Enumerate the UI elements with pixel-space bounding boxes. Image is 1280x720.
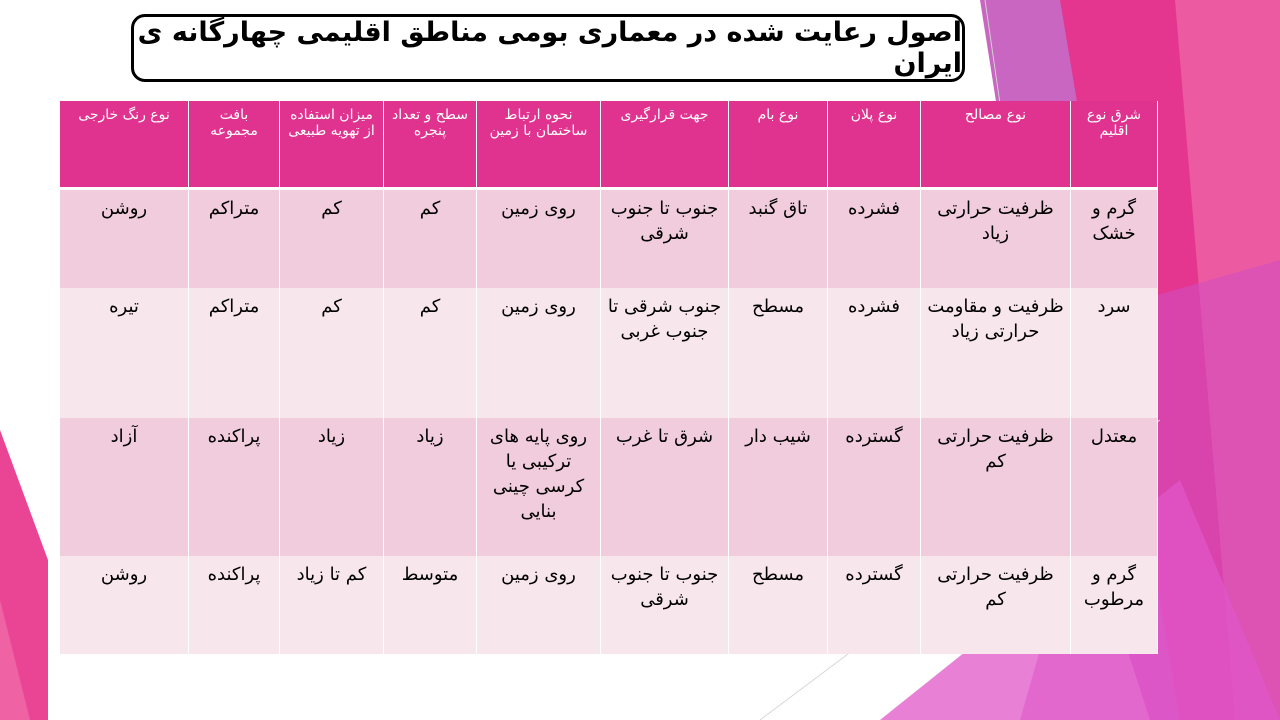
header-ground-relation: نحوه ارتباط ساختمان با زمین — [477, 101, 601, 188]
header-orientation: جهت قرارگیری — [601, 101, 729, 188]
table-cell: فشرده — [828, 288, 921, 418]
table-cell: ظرفیت حرارتی کم — [921, 556, 1071, 654]
header-roof: نوع بام — [729, 101, 828, 188]
header-climate: شرق نوع اقلیم — [1071, 101, 1158, 188]
table-cell: متراکم — [189, 288, 280, 418]
table-cell: کم — [280, 288, 384, 418]
table-cell: گسترده — [828, 418, 921, 556]
table-cell: روی زمین — [477, 188, 601, 288]
table-row — [60, 556, 1158, 654]
table-cell: فشرده — [828, 188, 921, 288]
table-cell: تاق گنبد — [729, 188, 828, 288]
table-cell: گسترده — [828, 556, 921, 654]
table-cell: ظرفیت حرارتی کم — [921, 418, 1071, 556]
table-cell: کم — [280, 188, 384, 288]
header-ventilation: میزان استفاده از تهویه طبیعی — [280, 101, 384, 188]
table-cell: روشن — [60, 556, 189, 654]
table-cell: پراکنده — [189, 556, 280, 654]
table-cell: مسطح — [729, 556, 828, 654]
header-materials: نوع مصالح — [921, 101, 1071, 188]
table-cell: جنوب تا جنوب شرقی — [601, 556, 729, 654]
header-color: نوع رنگ خارجی — [60, 101, 189, 188]
page-title: اصول رعایت شده در معماری بومی مناطق اقلیمی چهارگانه ی ایران — [137, 17, 962, 79]
table-cell: روی زمین — [477, 288, 601, 418]
table-cell: زیاد — [384, 418, 477, 556]
table-row — [60, 418, 1158, 556]
table-cell: شرق تا غرب — [601, 418, 729, 556]
header-texture: بافت مجموعه — [189, 101, 280, 188]
table-cell: ظرفیت حرارتی زیاد — [921, 188, 1071, 288]
table-cell: گرم و خشک — [1071, 188, 1158, 288]
table-cell: متوسط — [384, 556, 477, 654]
table-cell: روی پایه های ترکیبی یا کرسی چینی بنایی — [477, 418, 601, 556]
table-cell: متراکم — [189, 188, 280, 288]
table-cell: کم — [384, 188, 477, 288]
climate-table — [59, 101, 1158, 654]
title-box — [131, 14, 965, 82]
header-windows: سطح و تعداد پنجره — [384, 101, 477, 188]
table-cell: ظرفیت و مقاومت حرارتی زیاد — [921, 288, 1071, 418]
table-cell: جنوب شرقی تا جنوب غربی — [601, 288, 729, 418]
table-cell: کم — [384, 288, 477, 418]
table-cell: تیره — [60, 288, 189, 418]
table-cell: روی زمین — [477, 556, 601, 654]
table-cell: جنوب تا جنوب شرقی — [601, 188, 729, 288]
table-row — [60, 288, 1158, 418]
table-cell: شیب دار — [729, 418, 828, 556]
header-plan: نوع پلان — [828, 101, 921, 188]
table-cell: معتدل — [1071, 418, 1158, 556]
table-cell: روشن — [60, 188, 189, 288]
table-cell: گرم و مرطوب — [1071, 556, 1158, 654]
table-cell: آزاد — [60, 418, 189, 556]
table-cell: مسطح — [729, 288, 828, 418]
table-cell: پراکنده — [189, 418, 280, 556]
header-row — [60, 101, 1158, 188]
table-cell: سرد — [1071, 288, 1158, 418]
table-row — [60, 188, 1158, 288]
table-cell: کم تا زیاد — [280, 556, 384, 654]
table-cell: زیاد — [280, 418, 384, 556]
